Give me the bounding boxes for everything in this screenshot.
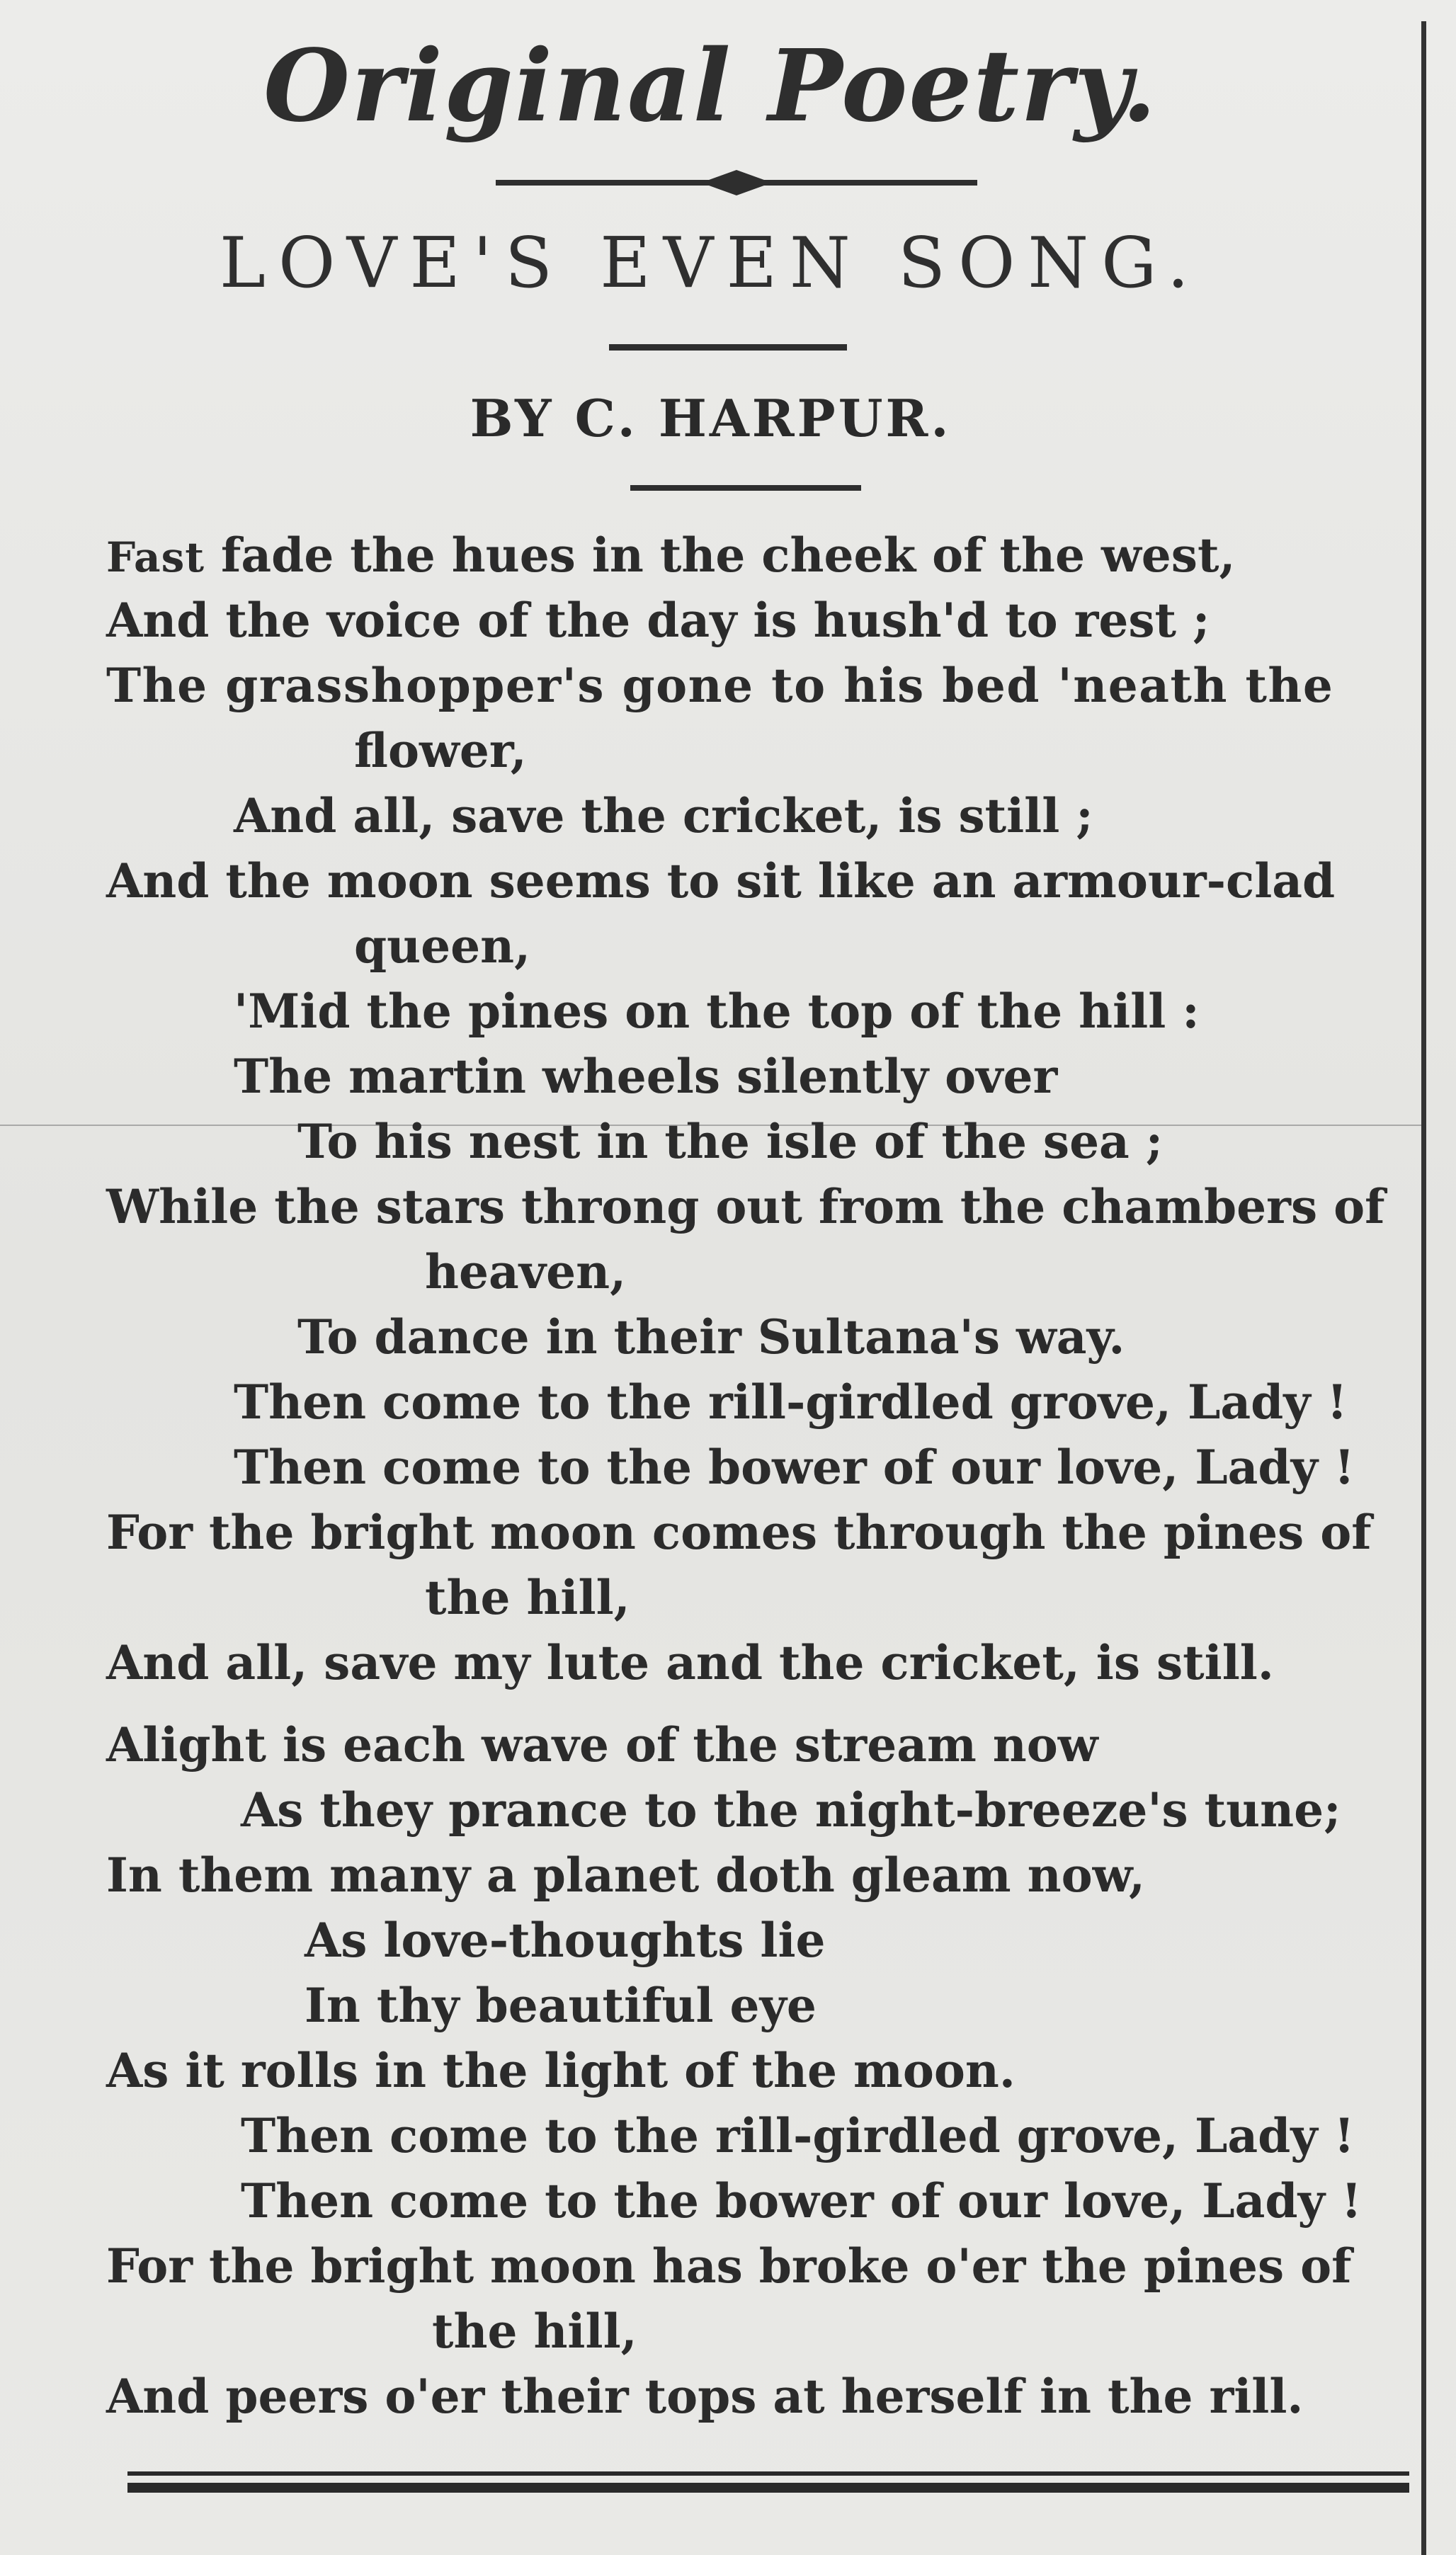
poem-line: Alight is each wave of the stream now <box>106 1717 1098 1772</box>
poem-line: As it rolls in the light of the moon. <box>106 2043 1016 2098</box>
author-rule <box>630 485 861 491</box>
poem-line: heaven, <box>425 1244 627 1299</box>
poem-line: And all, save my lute and the cricket, is still. <box>106 1635 1274 1690</box>
poem-line: And the moon seems to sit like an armour-clad <box>106 853 1336 909</box>
poem-line: While the stars throng out from the chambers of <box>106 1179 1385 1234</box>
poem-first-word: Fast <box>106 533 205 581</box>
poem-line: In them many a planet doth gleam now, <box>106 1848 1146 1903</box>
column-rule <box>1421 21 1426 2555</box>
poem-line: Then come to the bower of our love, Lady ! <box>234 1440 1355 1495</box>
poem-line: 'Mid the pines on the top of the hill : <box>234 984 1200 1039</box>
poem-line: the hill, <box>425 1570 630 1625</box>
ornamental-rule <box>496 169 977 197</box>
poem-line: Then come to the bower of our love, Lady ! <box>241 2173 1362 2229</box>
poem-line: queen, <box>354 918 531 974</box>
poem-line: And peers o'er their tops at herself in the rill. <box>106 2369 1304 2424</box>
poem-line: As love-thoughts lie <box>305 1913 826 1968</box>
poem-line: And all, save the cricket, is still ; <box>234 788 1093 843</box>
poem-line: Then come to the rill-girdled grove, Lady ! <box>234 1375 1348 1430</box>
poem-line: To his nest in the isle of the sea ; <box>297 1114 1164 1169</box>
poem-line <box>106 528 1235 583</box>
poem-line: the hill, <box>432 2304 637 2359</box>
poem-line: The grasshopper's gone to his bed 'neath the <box>106 658 1334 713</box>
poem-line: For the bright moon comes through the pines of <box>106 1505 1372 1560</box>
section-masthead: Original Poetry. <box>263 28 1158 144</box>
poem-line: To dance in their Sultana's way. <box>297 1309 1125 1365</box>
poem-line: In thy beautiful eye <box>305 1978 817 2033</box>
poem-line: As they prance to the night-breeze's tune; <box>241 1782 1341 1838</box>
end-rule-bottom <box>127 2483 1409 2493</box>
poem-line: For the bright moon has broke o'er the pines of <box>106 2238 1352 2294</box>
poem-line: And the voice of the day is hush'd to rest ; <box>106 593 1210 648</box>
poem-title: LOVE'S EVEN SONG. <box>219 223 1202 304</box>
poem-author: BY C. HARPUR. <box>470 388 952 448</box>
poem-line: flower, <box>354 723 527 778</box>
poem-line: Then come to the rill-girdled grove, Lady ! <box>241 2108 1355 2163</box>
poem-line-text: fade the hues in the cheek of the west, <box>205 528 1236 583</box>
title-rule <box>609 344 847 351</box>
poem-line: The martin wheels silently over <box>234 1049 1058 1104</box>
end-rule-top <box>127 2471 1409 2476</box>
